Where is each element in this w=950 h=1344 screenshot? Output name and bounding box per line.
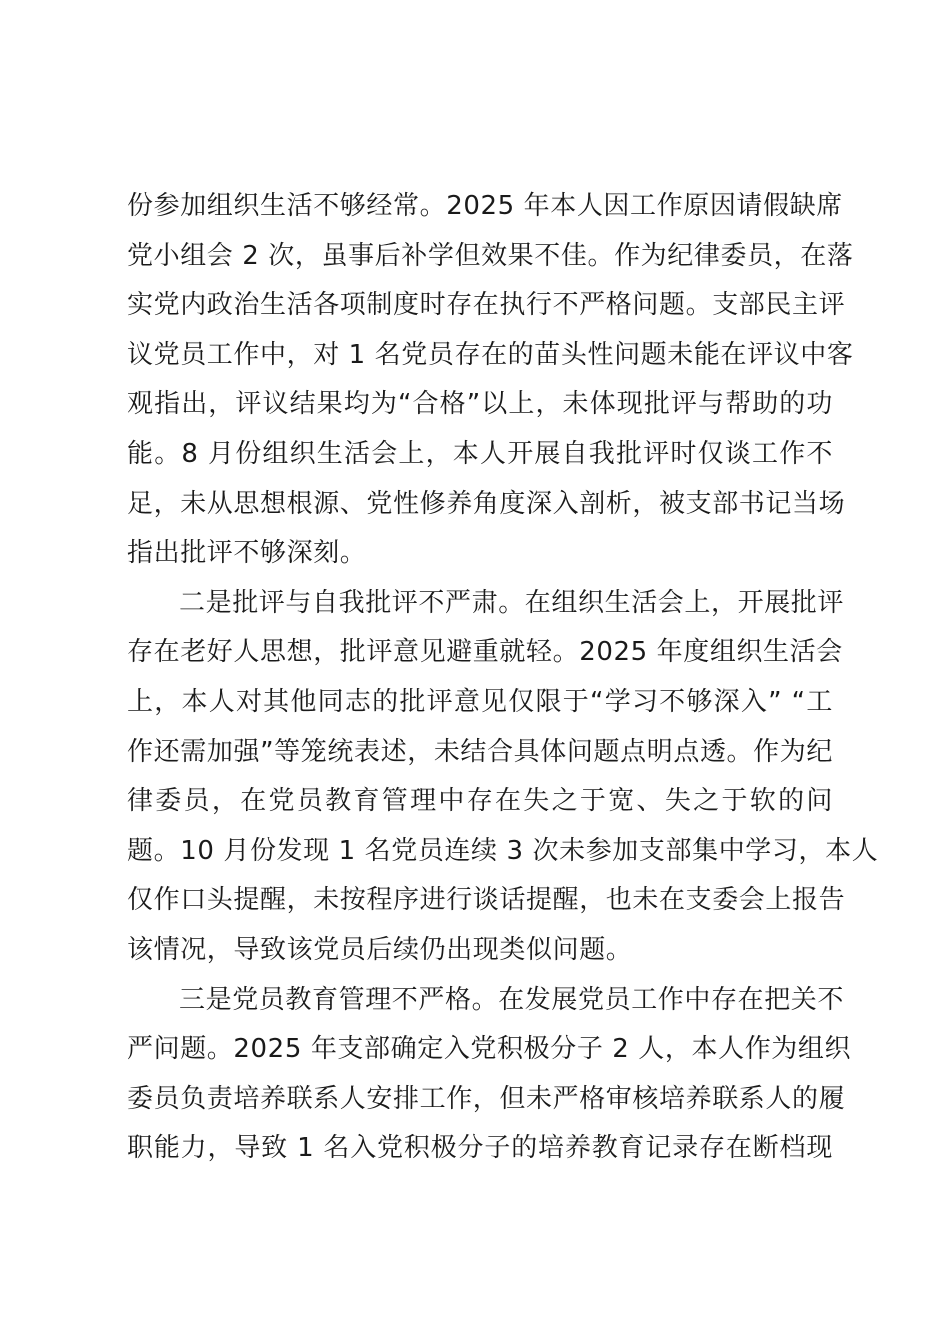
text-line: 职能力，导致 1 名入党积极分子的培养教育记录存在断档现 [127,1133,833,1164]
text-line: 议党员工作中，对 1 名党员存在的苗头性问题未能在评议中客 [127,339,854,370]
text-line: 仅作口头提醒，未按程序进行谈话提醒，也未在支委会上报告 [127,885,846,916]
text-line: 指出批评不够深刻。 [127,538,367,569]
text-line: 题。10 月份发现 1 名党员连续 3 次未参加支部集中学习，本人 [127,835,879,866]
text-line: 足，未从思想根源、党性修养角度深入剖析，被支部书记当场 [127,488,846,519]
text-line: 作还需加强”等笼统表述，未结合具体问题点明点透。作为纪 [127,736,833,767]
paragraph-2 [127,579,879,976]
text-line: 党小组会 2 次，虽事后补学但效果不佳。作为纪律委员，在落 [127,240,854,271]
text-line: 律委员，在党员教育管理中存在失之于宽、失之于软的问 [127,786,833,817]
text-line: 二是批评与自我批评不严肃。在组织生活会上，开展批评 [179,587,845,618]
text-line: 该情况，导致该党员后续仍出现类似问题。 [127,934,633,965]
text-line: 实党内政治生活各项制度时存在执行不严格问题。支部民主评 [127,290,846,321]
text-line: 份参加组织生活不够经常。2025 年本人因工作原因请假缺席 [127,191,843,221]
text-line: 委员负责培养联系人安排工作，但未严格审核培养联系人的履 [127,1083,846,1114]
text-line: 三是党员教育管理不严格。在发展党员工作中存在把关不 [179,984,845,1015]
document-body [127,182,879,1174]
text-line: 存在老好人思想，批评意见避重就轻。2025 年度组织生活会 [127,637,843,668]
paragraph-1 [127,182,854,579]
text-line: 严问题。2025 年支部确定入党积极分子 2 人，本人作为组织 [127,1034,852,1065]
text-line: 观指出，评议结果均为“合格”以上，未体现批评与帮助的功 [127,389,833,420]
text-line: 能。8 月份组织生活会上，本人开展自我批评时仅谈工作不 [127,438,833,469]
paragraph-3 [127,976,852,1174]
text-line: 上，本人对其他同志的批评意见仅限于“学习不够深入” “工 [127,686,833,717]
